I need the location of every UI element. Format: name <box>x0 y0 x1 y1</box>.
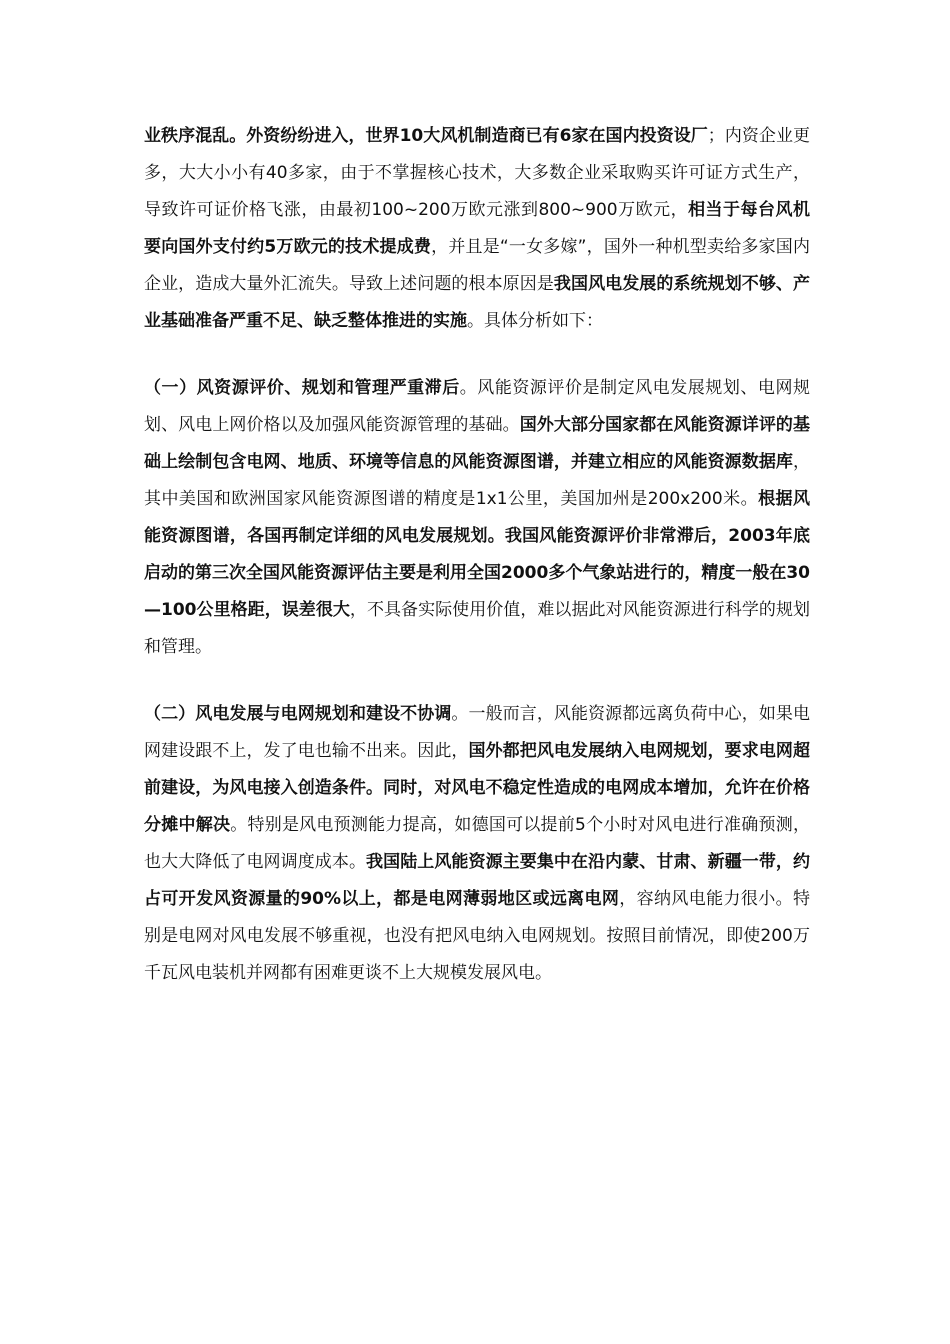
text-segment: ，容纳风电能力很小。特别是电网对风电发展不够重视，也没有把风电纳入电网规划。按照目前情况，即使200万千瓦风电装机并网都有困难更谈不上大规模发展风电。 <box>144 889 810 983</box>
text-segment: 根据风能资源图谱，各国再制定详细的风电发展规划。我国风能资源评价非常滞后，2003年底启动的第三次全国风能资源评估主要是利用全国2000多个气象站进行的，精度一般在30—100公里格距，误差很大 <box>144 489 810 620</box>
text-segment: ，并且是“一女多嫁”，国外一种机型卖给多家国内企业，造成大量外汇流失。导致上述问题的根本原因是 <box>144 237 810 294</box>
text-segment: 业秩序混乱。外资纷纷进入，世界10大风机制造商已有6家在国内投资设厂 <box>144 126 708 146</box>
text-segment: ，其中美国和欧洲国家风能资源图谱的精度是1x1公里，美国加州是200x200米。 <box>144 452 810 509</box>
text-segment: ，不具备实际使用价值，难以据此对风能资源进行科学的规划和管理。 <box>144 600 810 657</box>
paragraph-grid-coordination <box>144 696 810 992</box>
paragraph-intro <box>144 118 810 340</box>
text-segment: 。一般而言，风能资源都远离负荷中心，如果电网建设跟不上，发了电也输不出来。因此， <box>144 704 811 761</box>
text-segment: ；内资企业更多，大大小小有40多家，由于不掌握核心技术，大多数企业采取购买许可证方式生产，导致许可证价格飞涨，由最初100~200万欧元涨到800~900万欧元， <box>144 126 810 220</box>
document-page <box>144 118 810 992</box>
text-segment: 国外大部分国家都在风能资源详评的基础上绘制包含电网、地质、环境等信息的风能资源图谱，并建立相应的风能资源数据库 <box>144 415 811 472</box>
section-heading: （一）风资源评价、规划和管理严重滞后 <box>144 378 460 398</box>
text-segment: 。特别是风电预测能力提高，如德国可以提前5个小时对风电进行准确预测，也大大降低了电网调度成本。 <box>144 815 810 872</box>
text-segment: 。具体分析如下： <box>467 311 603 331</box>
text-segment: 。风能资源评价是制定风电发展规划、电网规划、风电上网价格以及加强风能资源管理的基础。 <box>144 378 811 435</box>
text-segment: 相当于每台风机要向国外支付约5万欧元的技术提成费 <box>144 200 811 257</box>
paragraph-wind-resource-evaluation <box>144 370 810 666</box>
text-segment: 我国风电发展的系统规划不够、产业基础准备严重不足、缺乏整体推进的实施 <box>144 274 811 331</box>
text-segment: 国外都把风电发展纳入电网规划，要求电网超前建设，为风电接入创造条件。同时，对风电不稳定性造成的电网成本增加，允许在价格分摊中解决 <box>144 741 810 835</box>
text-segment: 我国陆上风能资源主要集中在沿内蒙、甘肃、新疆一带，约占可开发风资源量的90%以上，都是电网薄弱地区或远离电网 <box>144 852 811 909</box>
section-heading: （二）风电发展与电网规划和建设不协调 <box>144 704 452 724</box>
